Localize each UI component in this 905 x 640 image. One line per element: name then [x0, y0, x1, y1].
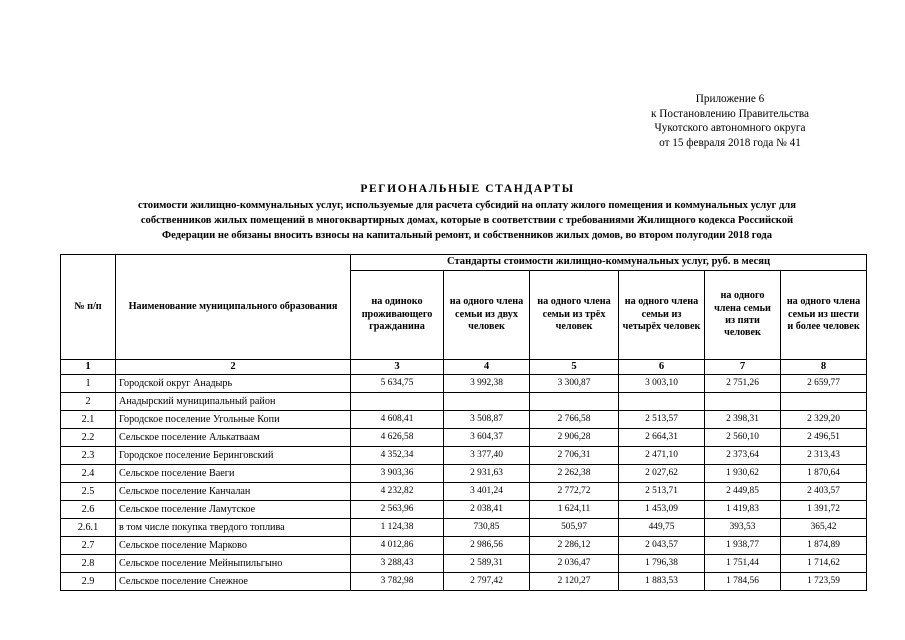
header-municipality: Наименование муниципального образования: [116, 255, 351, 360]
standard-value: 730,85: [444, 519, 530, 537]
standard-value: 2 449,85: [705, 483, 781, 501]
document-title: РЕГИОНАЛЬНЫЕ СТАНДАРТЫ: [360, 183, 575, 195]
standard-value: 2 398,31: [705, 411, 781, 429]
standard-value: 3 003,10: [619, 375, 705, 393]
standard-value: 2 766,58: [530, 411, 619, 429]
column-number: 7: [705, 360, 781, 375]
column-number: 5: [530, 360, 619, 375]
standard-value: 2 373,64: [705, 447, 781, 465]
standard-value: 3 782,98: [351, 573, 444, 591]
municipality-name: в том числе покупка твердого топлива: [116, 519, 351, 537]
standards-table: [60, 254, 867, 591]
appendix-line: Приложение 6: [695, 93, 765, 105]
row-number: 2.4: [61, 465, 116, 483]
standard-value: 1 883,53: [619, 573, 705, 591]
standard-value: 3 903,36: [351, 465, 444, 483]
standard-value: 2 043,57: [619, 537, 705, 555]
row-number: 2: [61, 393, 116, 411]
standard-value: 1 751,44: [705, 555, 781, 573]
standard-value: 1 624,11: [530, 501, 619, 519]
subtitle-line: Федерации не обязаны вносить взносы на капитальный ремонт, и собственников жилых домов, во втором полугодии 2018 года: [161, 230, 772, 241]
table-row: [61, 375, 867, 393]
standard-value: 4 232,82: [351, 483, 444, 501]
row-number: 2.7: [61, 537, 116, 555]
row-number: 2.8: [61, 555, 116, 573]
document-subtitle: [62, 198, 872, 243]
table-row: [61, 411, 867, 429]
standard-value: 2 772,72: [530, 483, 619, 501]
header-family-of-three: на одного члена семьи из трёх человек: [530, 271, 619, 360]
standard-value: [530, 393, 619, 411]
standard-value: 2 664,31: [619, 429, 705, 447]
standard-value: 1 714,62: [781, 555, 867, 573]
municipality-name: Сельское поселение Ламутское: [116, 501, 351, 519]
standard-value: 2 560,10: [705, 429, 781, 447]
standard-value: 1 391,72: [781, 501, 867, 519]
standard-value: 2 706,31: [530, 447, 619, 465]
header-family-of-two: на одного члена семьи из двух человек: [444, 271, 530, 360]
standard-value: 3 288,43: [351, 555, 444, 573]
standard-value: 3 401,24: [444, 483, 530, 501]
standard-value: 2 036,47: [530, 555, 619, 573]
standard-value: 3 992,38: [444, 375, 530, 393]
column-number-row: [61, 360, 867, 375]
standard-value: 2 313,43: [781, 447, 867, 465]
row-number: 2.5: [61, 483, 116, 501]
standard-value: 3 508,87: [444, 411, 530, 429]
standard-value: [351, 393, 444, 411]
standard-value: 393,53: [705, 519, 781, 537]
standard-value: 2 513,57: [619, 411, 705, 429]
standard-value: 2 513,71: [619, 483, 705, 501]
standard-value: 2 659,77: [781, 375, 867, 393]
table-row: [61, 519, 867, 537]
table-row: [61, 573, 867, 591]
standard-value: 1 874,89: [781, 537, 867, 555]
standard-value: 2 563,96: [351, 501, 444, 519]
header-family-of-four: на одного члена семьи из четырёх человек: [619, 271, 705, 360]
standard-value: 3 300,87: [530, 375, 619, 393]
column-number: 6: [619, 360, 705, 375]
municipality-name: Городской округ Анадырь: [116, 375, 351, 393]
standard-value: 1 784,56: [705, 573, 781, 591]
municipality-name: Сельское поселение Мейныпильгыно: [116, 555, 351, 573]
standard-value: 2 751,26: [705, 375, 781, 393]
standard-value: [781, 393, 867, 411]
standard-value: 2 038,41: [444, 501, 530, 519]
row-number: 2.3: [61, 447, 116, 465]
standard-value: 1 930,62: [705, 465, 781, 483]
standard-value: 4 626,58: [351, 429, 444, 447]
municipality-name: Сельское поселение Марково: [116, 537, 351, 555]
standard-value: 1 453,09: [619, 501, 705, 519]
column-number: 1: [61, 360, 116, 375]
standard-value: 2 471,10: [619, 447, 705, 465]
appendix-line: Чукотского автономного округа: [654, 122, 806, 134]
standard-value: 505,97: [530, 519, 619, 537]
header-family-of-six-plus: на одного члена семьи из шести и более человек: [781, 271, 867, 360]
header-standards-group: Стандарты стоимости жилищно-коммунальных услуг, руб. в месяц: [351, 255, 867, 271]
standard-value: 2 403,57: [781, 483, 867, 501]
table-row: [61, 555, 867, 573]
row-number: 2.1: [61, 411, 116, 429]
standard-value: 1 796,38: [619, 555, 705, 573]
standard-value: [444, 393, 530, 411]
standard-value: 2 496,51: [781, 429, 867, 447]
standard-value: 2 589,31: [444, 555, 530, 573]
municipality-name: Анадырский муниципальный район: [116, 393, 351, 411]
row-number: 1: [61, 375, 116, 393]
municipality-name: Городское поселение Беринговский: [116, 447, 351, 465]
row-number: 2.9: [61, 573, 116, 591]
standard-value: 2 986,56: [444, 537, 530, 555]
row-number: 2.6: [61, 501, 116, 519]
standard-value: 1 870,64: [781, 465, 867, 483]
standard-value: 2 286,12: [530, 537, 619, 555]
table-row: [61, 501, 867, 519]
standard-value: 365,42: [781, 519, 867, 537]
standard-value: 3 377,40: [444, 447, 530, 465]
table-row: [61, 465, 867, 483]
header-family-of-five: на одного члена семьи из пяти человек: [705, 271, 781, 360]
table-row: [61, 447, 867, 465]
municipality-name: Сельское поселение Канчалан: [116, 483, 351, 501]
standard-value: 2 329,20: [781, 411, 867, 429]
municipality-name: Сельское поселение Снежное: [116, 573, 351, 591]
column-number: 2: [116, 360, 351, 375]
standard-value: 1 419,83: [705, 501, 781, 519]
standard-value: 2 906,28: [530, 429, 619, 447]
municipality-name: Сельское поселение Алькатваам: [116, 429, 351, 447]
table-body: [61, 375, 867, 591]
row-number: 2.2: [61, 429, 116, 447]
standard-value: 1 723,59: [781, 573, 867, 591]
standard-value: 2 027,62: [619, 465, 705, 483]
table-row: [61, 483, 867, 501]
municipality-name: Сельское поселение Ваеги: [116, 465, 351, 483]
row-number: 2.6.1: [61, 519, 116, 537]
standard-value: [619, 393, 705, 411]
table-row: [61, 429, 867, 447]
column-number: 8: [781, 360, 867, 375]
header-single-resident: на одиноко проживающего гражданина: [351, 271, 444, 360]
subtitle-line: стоимости жилищно-коммунальных услуг, используемые для расчета субсидий на оплату жилого помещения и коммунальных услуг для: [138, 200, 796, 211]
appendix-note: [600, 92, 860, 150]
standard-value: 449,75: [619, 519, 705, 537]
standard-value: 3 604,37: [444, 429, 530, 447]
header-number: № п/п: [61, 255, 116, 360]
appendix-line: к Постановлению Правительства: [651, 107, 809, 120]
standard-value: 1 938,77: [705, 537, 781, 555]
standard-value: 2 120,27: [530, 573, 619, 591]
standard-value: 1 124,38: [351, 519, 444, 537]
column-number: 4: [444, 360, 530, 375]
standard-value: 4 608,41: [351, 411, 444, 429]
standard-value: 4 012,86: [351, 537, 444, 555]
table-row: [61, 537, 867, 555]
table-row: [61, 393, 867, 411]
subtitle-line: собственников жилых помещений в многоквартирных домах, которые в соответствии с требованиями Жилищного кодекса Российской: [140, 215, 794, 226]
municipality-name: Городское поселение Угольные Копи: [116, 411, 351, 429]
standard-value: 4 352,34: [351, 447, 444, 465]
appendix-line: от 15 февраля 2018 года № 41: [659, 136, 801, 149]
standard-value: 2 797,42: [444, 573, 530, 591]
standard-value: 2 262,38: [530, 465, 619, 483]
standard-value: 2 931,63: [444, 465, 530, 483]
standard-value: [705, 393, 781, 411]
standard-value: 5 634,75: [351, 375, 444, 393]
column-number: 3: [351, 360, 444, 375]
